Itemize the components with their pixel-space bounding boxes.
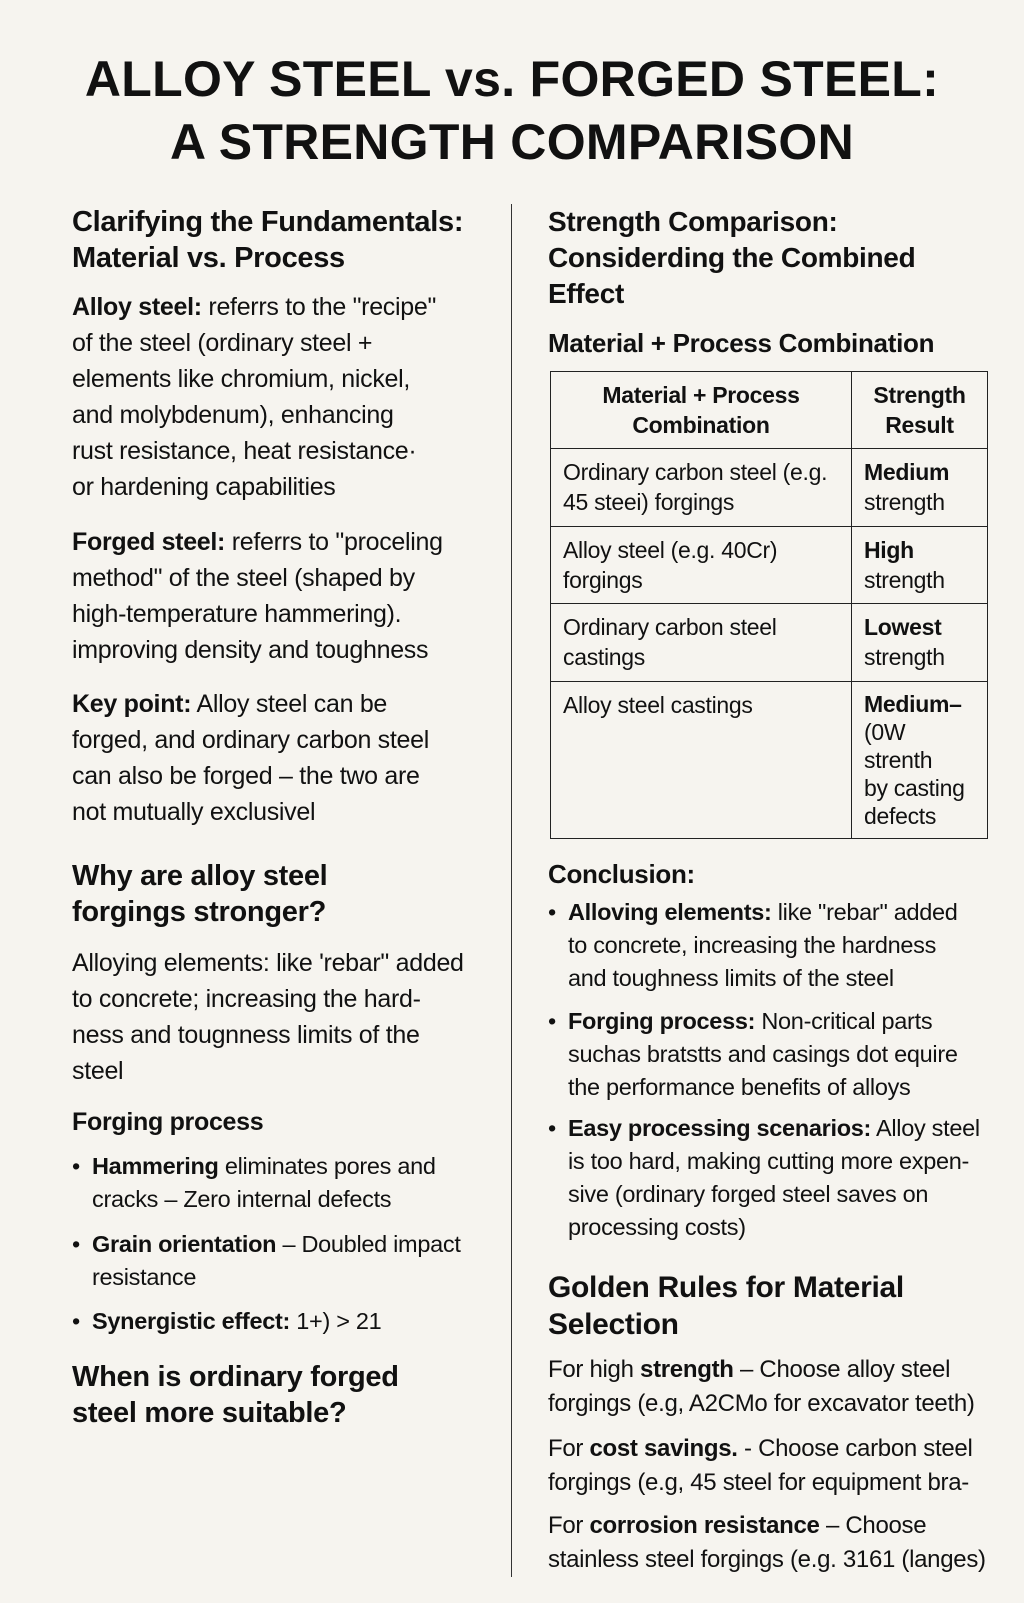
conclusion-bullet xyxy=(548,1005,988,1104)
header-strength: Strength Result xyxy=(852,372,988,449)
rule-prefix: For xyxy=(548,1435,590,1462)
two-column-layout xyxy=(0,204,1024,1603)
rule-text: – Choose stainless steel forgings (e.g. 3161 (langes) xyxy=(548,1512,986,1573)
why-heading: Why are alloy steel forgings stronger? xyxy=(72,860,328,928)
golden-rules-heading: Golden Rules for Material Selection xyxy=(548,1271,904,1341)
left-column xyxy=(72,204,511,1577)
key-point-text: Alloy steel can be forged, and ordinary carbon steel can also be forged – the two are not mutually exclusivel xyxy=(72,690,429,826)
forging-bullet xyxy=(72,1305,496,1338)
rule-text: – Choose alloy steel forgings (e.g, A2CMo for excavator teeth) xyxy=(548,1356,975,1417)
combination-cell: Ordinary carbon steel (e.g. 45 steei) forgings xyxy=(551,449,852,527)
forging-bullet xyxy=(72,1150,496,1216)
strength-level: High xyxy=(864,537,914,563)
table-row xyxy=(551,682,988,839)
bullet-label: Synergistic effect: xyxy=(92,1308,291,1334)
alloy-steel-definition xyxy=(72,289,496,505)
bullet-text: Alloy steel is too hard, making cutting more expen- sive (ordinary forged steel saves on processing costs) xyxy=(568,1115,980,1240)
golden-rule xyxy=(548,1353,988,1421)
bullet-text: like "rebar" added to concrete, increasing the hardness and toughness limits of the steel xyxy=(568,899,958,991)
rule-prefix: For high xyxy=(548,1356,641,1383)
strength-level: Lowest xyxy=(864,614,942,640)
bullet-text: Non-critical parts suchas bratstts and casings dot equire the performance benefits of alloys xyxy=(568,1008,958,1100)
golden-rule xyxy=(548,1509,988,1577)
strength-note: strength xyxy=(864,489,945,515)
conclusion-heading: Conclusion: xyxy=(548,859,695,889)
bullet-text: – Doubled impact resistance xyxy=(92,1231,461,1290)
golden-rule xyxy=(548,1432,988,1500)
fundamentals-heading: Clarifying the Fundamentals: Material vs. Process xyxy=(72,206,464,274)
strength-table xyxy=(550,371,988,839)
rule-label: cost savings. xyxy=(589,1435,738,1462)
table-row xyxy=(551,604,988,682)
bullet-text: 1+) > 21 xyxy=(290,1308,382,1334)
table-row xyxy=(551,449,988,527)
forging-process-heading: Forging process xyxy=(72,1108,264,1136)
strength-level: Medium– xyxy=(864,691,962,717)
strength-note: (0W strenth by casting defects xyxy=(864,719,965,829)
conclusion-bullet xyxy=(548,896,988,995)
header-combination: Material + Process Combination xyxy=(551,372,852,449)
strength-cell xyxy=(852,604,988,682)
bullet-label: Forging process: xyxy=(568,1008,756,1034)
page-title: ALLOY STEEL vs. FORGED STEEL: A STRENGTH COMPARISON xyxy=(84,51,940,170)
forged-steel-text: referrs to "proceling method" of the steel (shaped by high-temperature hammering). improving density and toughness xyxy=(72,528,443,664)
forged-steel-label: Forged steel: xyxy=(72,528,226,556)
bullet-label: Alloving elements: xyxy=(568,899,772,925)
bullet-label: Easy processing scenarios: xyxy=(568,1115,872,1141)
bullet-text: eliminates pores and cracks – Zero internal defects xyxy=(92,1153,436,1212)
strength-cell xyxy=(852,449,988,527)
key-point xyxy=(72,686,496,830)
rule-prefix: For xyxy=(548,1512,590,1539)
key-point-label: Key point: xyxy=(72,690,192,718)
bullet-label: Grain orientation xyxy=(92,1231,277,1257)
combination-cell: Alloy steel (e.g. 40Cr) forgings xyxy=(551,527,852,604)
forging-bullet xyxy=(72,1228,496,1294)
table-header-row xyxy=(551,372,988,449)
strength-cell xyxy=(852,527,988,604)
strength-comparison-heading: Strength Comparison: Considerding the Combined Effect xyxy=(548,206,916,309)
right-column xyxy=(511,204,988,1577)
alloy-steel-text: referrs to the "recipe" of the steel (ordinary steel + elements like chromium, nickel, and molybdenum), enhancing rust resistance, heat resistance· or hardening capabilities xyxy=(72,293,437,501)
forged-steel-definition xyxy=(72,524,496,668)
combination-cell: Ordinary carbon steel castings xyxy=(551,604,852,682)
strength-level: Medium xyxy=(864,459,950,485)
why-text: Alloying elements: like 'rebar" added to concrete; increasing the hard- ness and tougnness limits of the steel xyxy=(72,949,464,1085)
rule-label: corrosion resistance xyxy=(589,1512,820,1539)
combination-cell: Alloy steel castings xyxy=(551,682,852,839)
strength-note: strength xyxy=(864,644,945,670)
strength-note: strength xyxy=(864,567,945,593)
table-title: Material + Process Combination xyxy=(548,328,935,358)
bullet-label: Hammering xyxy=(92,1153,219,1179)
table-row xyxy=(551,527,988,604)
strength-cell xyxy=(852,682,988,839)
rule-text: - Choose carbon steel forgings (e.g, 45 steel for equipment bra- xyxy=(548,1435,973,1496)
when-heading: When is ordinary forged steel more suitable? xyxy=(72,1361,399,1429)
rule-label: strength xyxy=(640,1356,734,1383)
conclusion-bullet xyxy=(548,1112,988,1244)
alloy-steel-label: Alloy steel: xyxy=(72,293,202,321)
